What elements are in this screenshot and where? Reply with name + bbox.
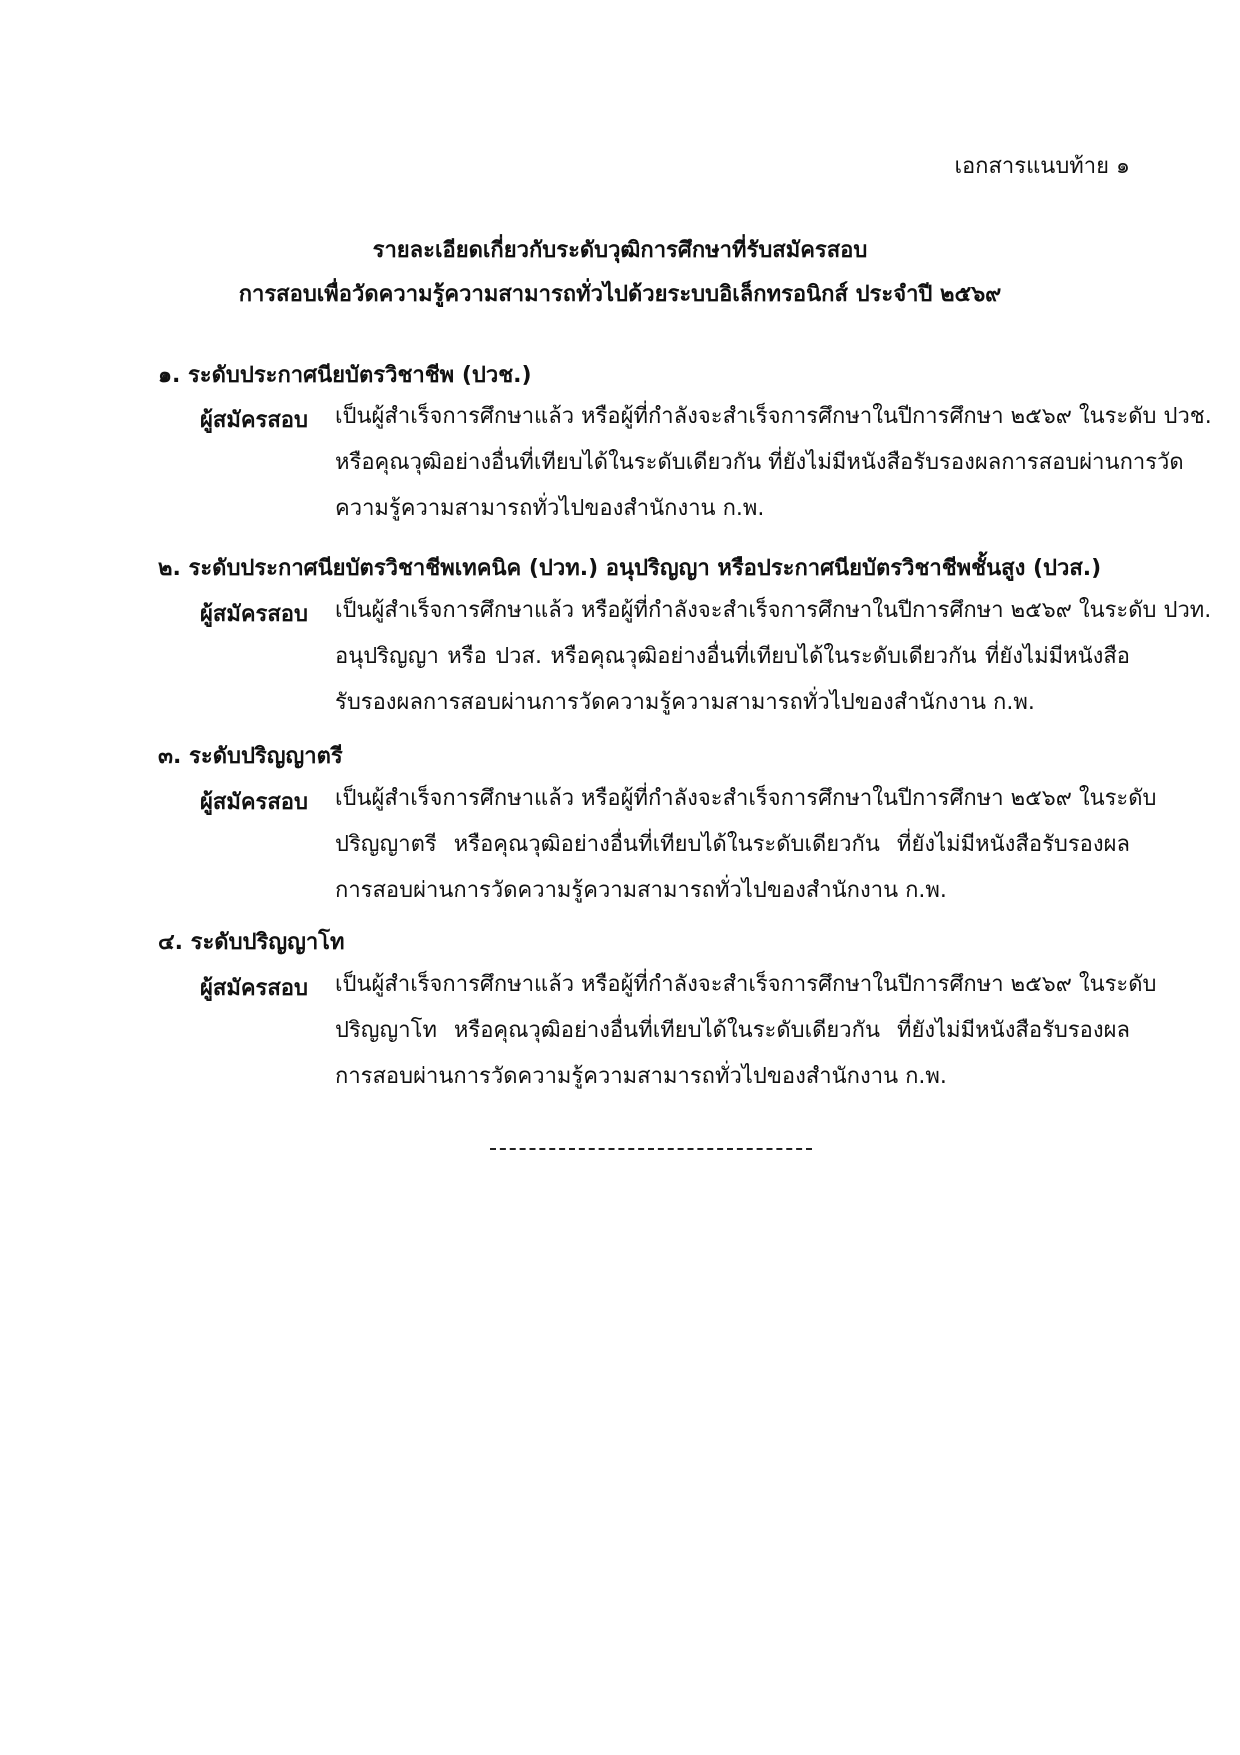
description-line: ปริญญาโท หรือคุณวุฒิอย่างอื่นที่เทียบได้ในระดับเดียวกัน ที่ยังไม่มีหนังสือรับรองผล	[335, 1018, 1130, 1043]
document-title-line-2: การสอบเพื่อวัดความรู้ความสามารถทั่วไปด้วยระบบอิเล็กทรอนิกส์ ประจำปี ๒๕๖๙	[238, 282, 1002, 307]
description-line: ความรู้ความสามารถทั่วไปของสำนักงาน ก.พ.	[335, 496, 765, 521]
document-title-line-1: รายละเอียดเกี่ยวกับระดับวุฒิการศึกษาที่รับสมัครสอบ	[372, 238, 868, 263]
description-line: การสอบผ่านการวัดความรู้ความสามารถทั่วไปของสำนักงาน ก.พ.	[335, 1064, 947, 1089]
end-of-document-divider	[490, 1148, 812, 1150]
section-4-heading: ๔. ระดับปริญญาโท	[158, 930, 345, 955]
description-line: เป็นผู้สำเร็จการศึกษาแล้ว หรือผู้ที่กำลังจะสำเร็จการศึกษาในปีการศึกษา ๒๕๖๙ ในระดับ ปวช.	[335, 404, 1212, 429]
description-line: การสอบผ่านการวัดความรู้ความสามารถทั่วไปของสำนักงาน ก.พ.	[335, 878, 947, 903]
description-line: รับรองผลการสอบผ่านการวัดความรู้ความสามารถทั่วไปของสำนักงาน ก.พ.	[335, 690, 1035, 715]
description-line: เป็นผู้สำเร็จการศึกษาแล้ว หรือผู้ที่กำลังจะสำเร็จการศึกษาในปีการศึกษา ๒๕๖๙ ในระดับ	[335, 972, 1157, 997]
applicant-label: ผู้สมัครสอบ	[200, 602, 308, 627]
description-line: อนุปริญญา หรือ ปวส. หรือคุณวุฒิอย่างอื่นที่เทียบได้ในระดับเดียวกัน ที่ยังไม่มีหนังสือ	[335, 644, 1130, 669]
description-line: หรือคุณวุฒิอย่างอื่นที่เทียบได้ในระดับเดียวกัน ที่ยังไม่มีหนังสือรับรองผลการสอบผ่านการวัด	[335, 450, 1184, 475]
description-line: เป็นผู้สำเร็จการศึกษาแล้ว หรือผู้ที่กำลังจะสำเร็จการศึกษาในปีการศึกษา ๒๕๖๙ ในระดับ	[335, 786, 1157, 811]
applicant-label: ผู้สมัครสอบ	[200, 408, 308, 433]
attachment-label: เอกสารแนบท้าย ๑	[954, 154, 1130, 179]
description-line: ปริญญาตรี หรือคุณวุฒิอย่างอื่นที่เทียบได้ในระดับเดียวกัน ที่ยังไม่มีหนังสือรับรองผล	[335, 832, 1130, 857]
applicant-label: ผู้สมัครสอบ	[200, 976, 308, 1001]
section-2-heading: ๒. ระดับประกาศนียบัตรวิชาชีพเทคนิค (ปวท.) อนุปริญญา หรือประกาศนียบัตรวิชาชีพชั้นสูง (ปวส.)	[158, 556, 1102, 581]
section-1-heading: ๑. ระดับประกาศนียบัตรวิชาชีพ (ปวช.)	[158, 363, 532, 388]
section-3-heading: ๓. ระดับปริญญาตรี	[158, 744, 343, 769]
applicant-label: ผู้สมัครสอบ	[200, 790, 308, 815]
description-line: เป็นผู้สำเร็จการศึกษาแล้ว หรือผู้ที่กำลังจะสำเร็จการศึกษาในปีการศึกษา ๒๕๖๙ ในระดับ ปวท.	[335, 598, 1212, 623]
